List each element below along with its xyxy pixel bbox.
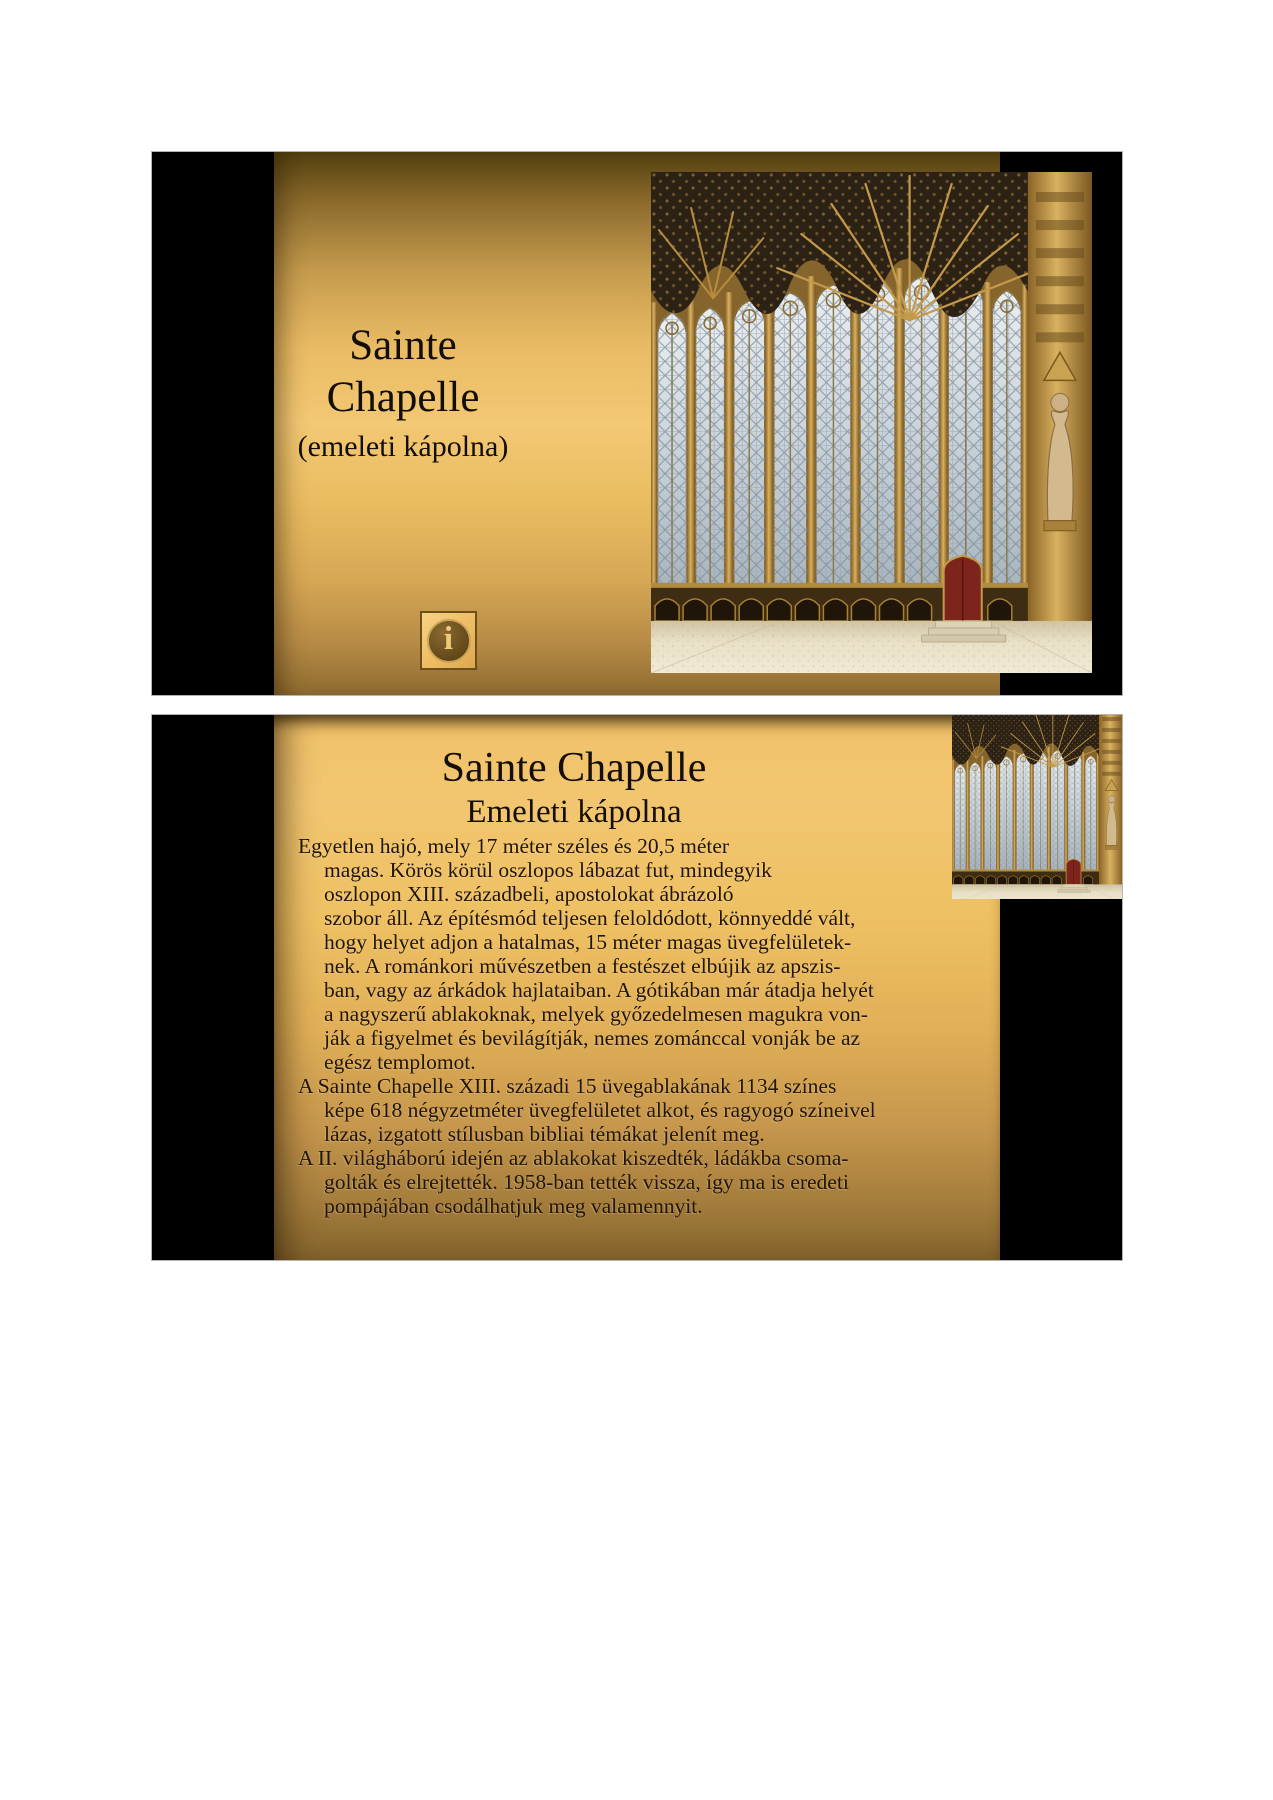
body-line: egész templomot. [324,1050,476,1074]
body-line: hogy helyet adjon a hatalmas, 15 méter magas üvegfelületek- [324,930,852,954]
slide-2-title: Sainte Chapelle [441,745,707,791]
chapel-interior-illustration [952,715,1123,899]
chapel-photo-small [952,715,1123,899]
body-line: lázas, izgatott stílusban bibliai témákat jelenít meg. [324,1122,765,1146]
body-line: A Sainte Chapelle XIII. századi 15 üvegablakának 1134 színes [298,1074,837,1098]
chapel-photo-large [651,172,1092,673]
slide-1-gold-panel [274,152,1000,695]
info-icon-glyph: i [443,621,454,657]
slide-2-header [274,745,874,831]
slide-2-gold-panel [274,715,1000,1260]
body-line: golták és elrejtették. 1958-ban tették vissza, így ma is eredeti [324,1170,849,1194]
body-line: szobor áll. Az építésmód teljesen feloldódott, könnyeddé vált, [324,906,856,930]
body-line: oszlopon XIII. századbeli, apostolokat ábrázoló [324,882,734,906]
body-line: nek. A románkori művészetben a festészet elbújik az apszis- [324,954,841,978]
chapel-interior-illustration [651,172,1092,673]
body-line: Egyetlen hajó, mely 17 méter széles és 20,5 méter [298,834,730,858]
slide-2 [151,714,1123,1261]
slide-1 [151,151,1123,696]
body-line: ják a figyelmet és bevilágítják, nemes zománccal vonják be az [324,1026,861,1050]
slide-1-title-line-1: Sainte [349,322,457,369]
slide-1-title [274,320,532,467]
slide-2-subtitle: Emeleti kápolna [466,794,682,830]
body-line: pompájában csodálhatjuk meg valamennyit. [324,1194,703,1218]
body-line: a nagyszerű ablakoknak, melyek győzedelmesen magukra von- [324,1002,868,1026]
slide-1-title-line-2: Chapelle [326,374,480,421]
info-button[interactable] [420,611,477,670]
body-line: A II. világháború idején az ablakokat kiszedték, ládákba csoma- [298,1146,849,1170]
body-line: képe 618 négyzetméter üvegfelületet alkot, és ragyogó színeivel [324,1098,876,1122]
body-line: magas. Körös körül oszlopos lábazat fut, mindegyik [324,858,772,882]
info-icon [427,619,471,663]
slide-1-subtitle: (emeleti kápolna) [297,430,509,463]
body-line: ban, vagy az árkádok hajlataiban. A gótikában már átadja helyét [324,978,874,1002]
slide-2-body [298,834,918,1218]
